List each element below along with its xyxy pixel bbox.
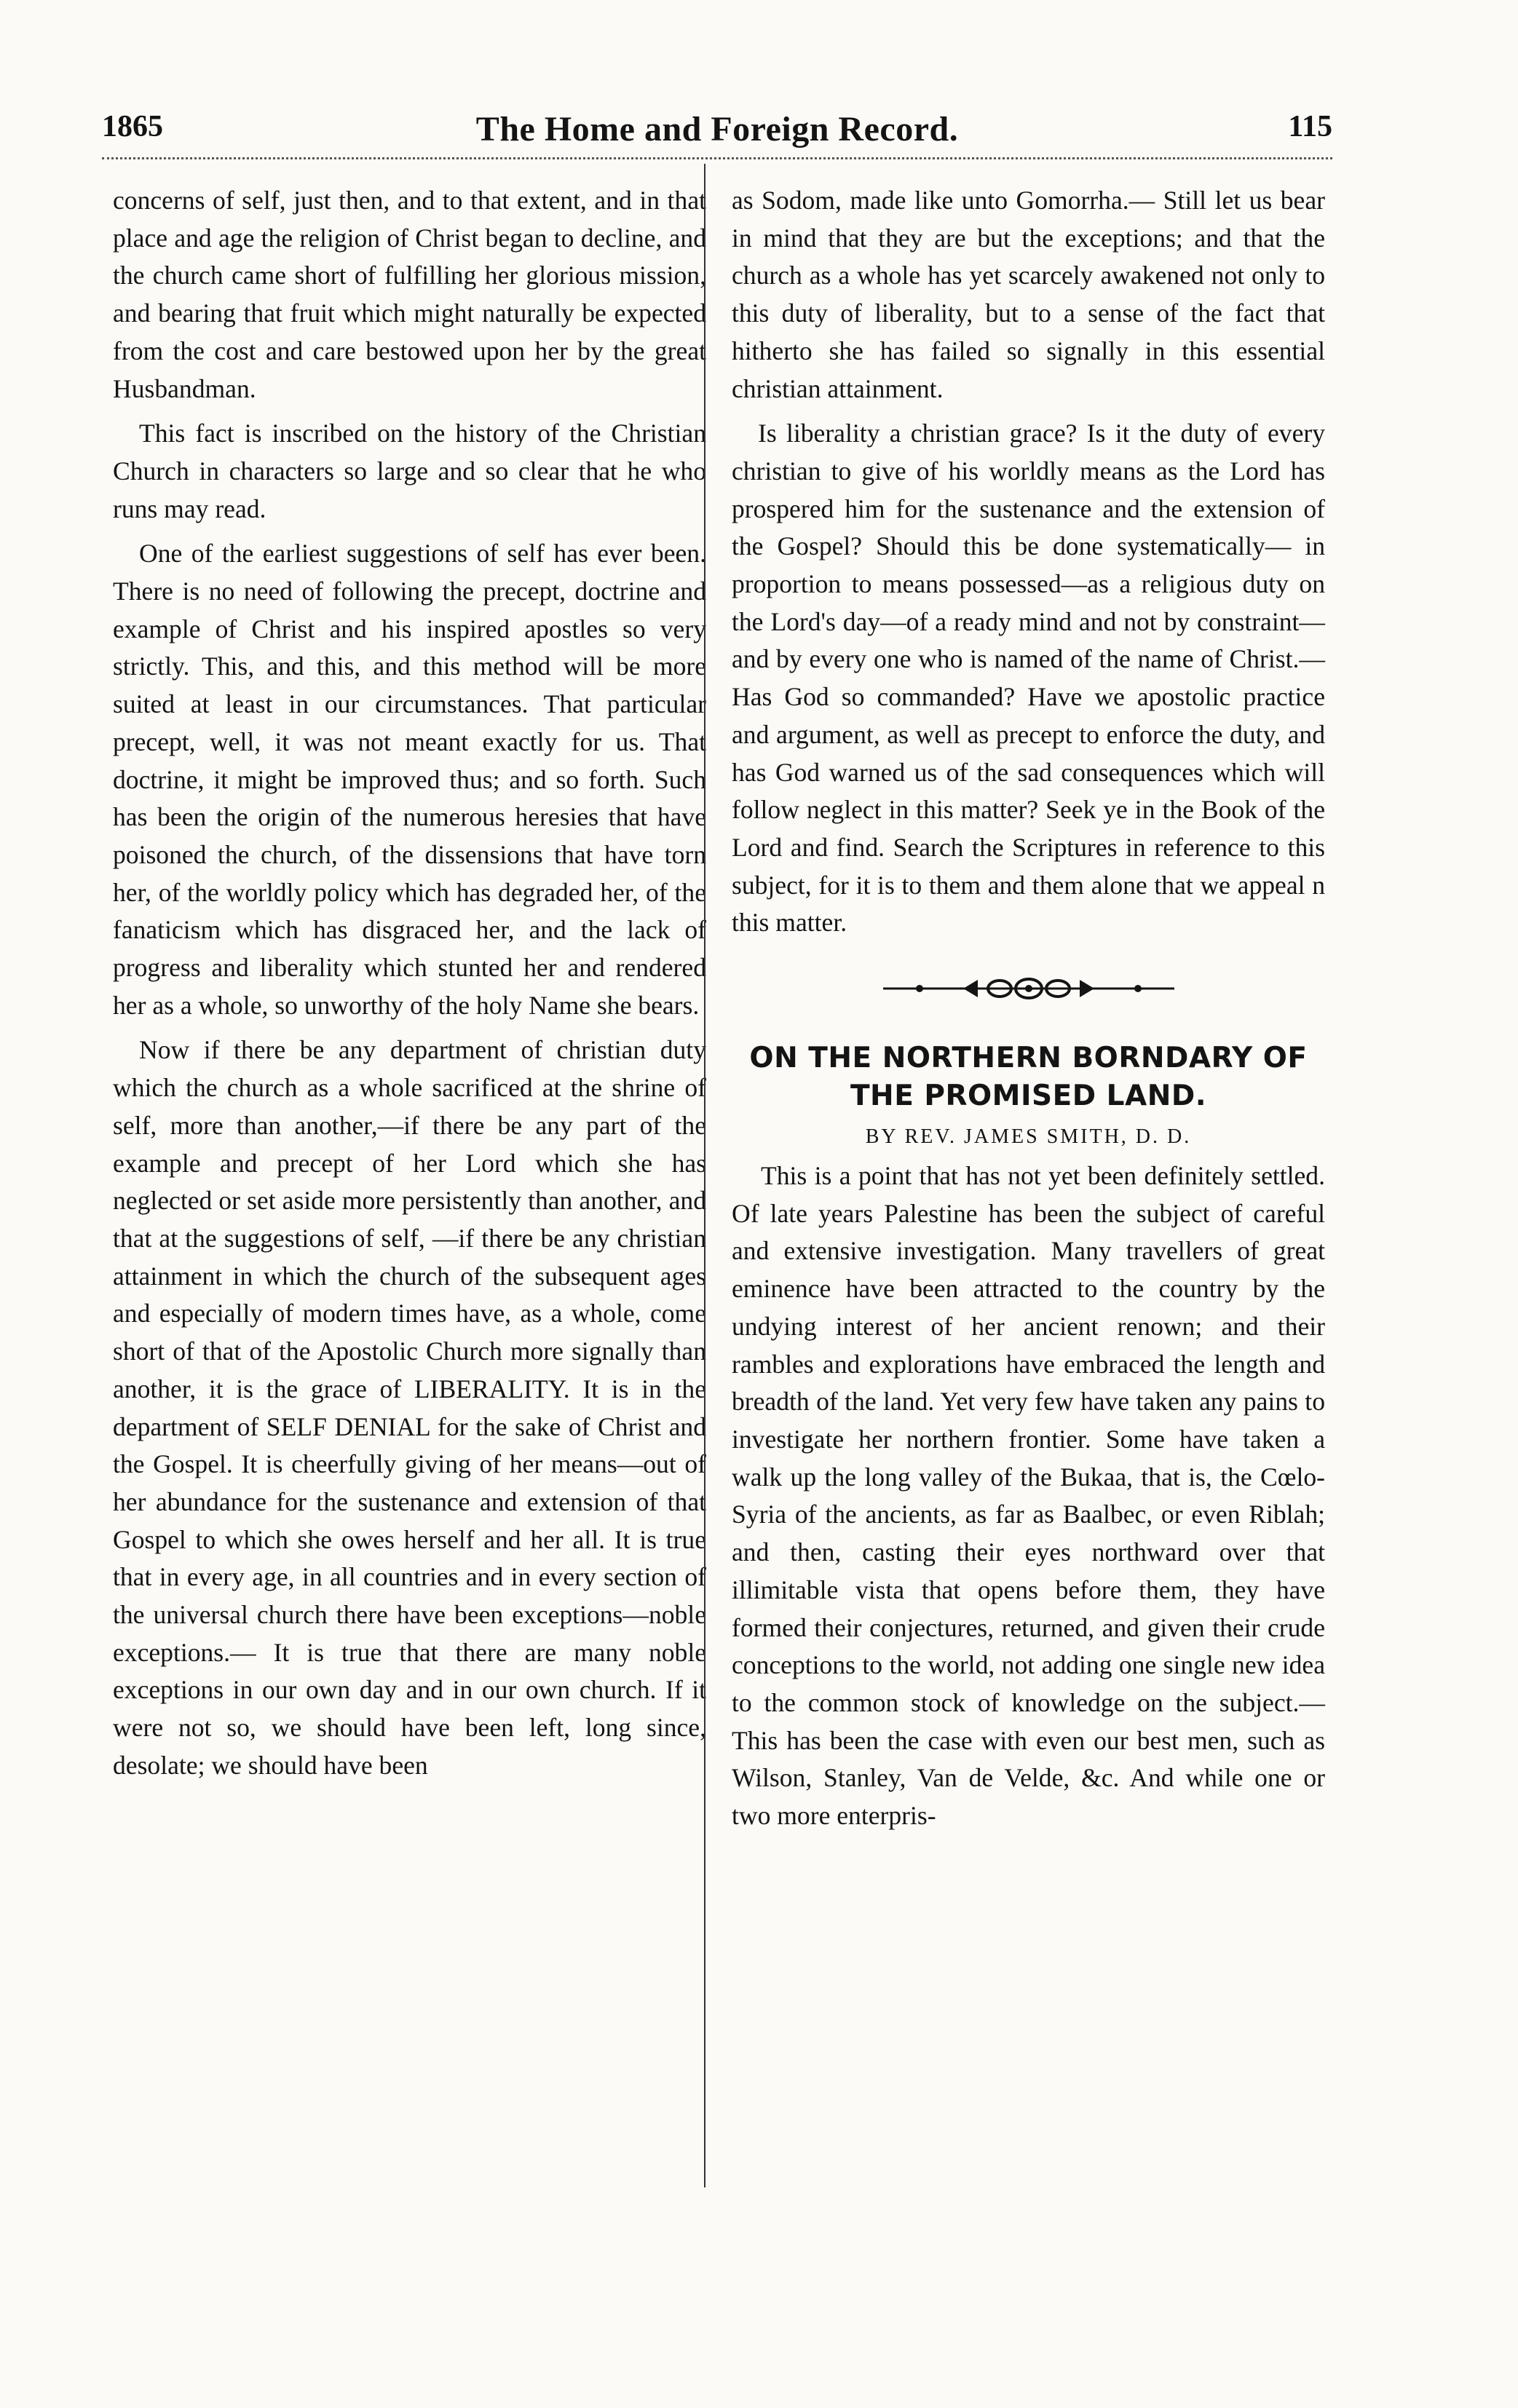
header-year: 1865 xyxy=(102,110,163,143)
page-number: 115 xyxy=(1288,110,1332,143)
paragraph: Now if there be any department of christian duty which the church as a whole sacrificed at the shrine of self, more than another,—if there be any part of the example and precept of her Lord which she has neglected or set aside more persistently than another, and that at the suggestions of self, —if there be any christian attainment in which the church of the subsequent ages and especially of modern times have, as a whole, come short of that of the Apostolic Church more signally than another, it is the grace of LIBERALITY. It is in the department of SELF DENIAL for the sake of Christ and the Gospel. It is cheerfully giving of her means—out of her abundance for the sustenance and extension of that Gospel to which she owes herself and her all. It is true that in every age, in all countries and in every section of the universal church there have been exceptions—noble exceptions.— It is true that there are many noble exceptions in our own day and in our own church. If it were not so, we should have been left, long since, desolate; we should have been xyxy=(113,1035,706,1780)
publication-title: The Home and Foreign Record. xyxy=(475,110,959,148)
paragraph: One of the earliest suggestions of self has ever been. There is no need of following the precept, doctrine and example of Christ and his inspired apostles so very strictly. This, and this, and this method will be more suited at least in our circumstances. That particular precept, well, it was not meant exactly for us. That doctrine, it might be improved thus; and so forth. Such has been the origin of the numerous heresies that have poisoned the church, of the dissensions that have torn her, of the worldly policy which has degraded her, of the fanaticism which has disgraced her, and the lack of progress and liberality which stunted her and rendered her as a whole, so unworthy of the holy Name she bears. xyxy=(113,539,706,1020)
paragraph: This fact is inscribed on the history of the Christian Church in characters so large and so clear that he who runs may read. xyxy=(113,419,706,523)
header-rule xyxy=(102,157,1332,159)
right-column xyxy=(732,182,1325,1835)
ornament-icon xyxy=(876,973,1182,1005)
article-title: ON THE NORTHERN BORNDARY OF THE PROMISED LAND. xyxy=(749,1042,1308,1113)
left-column xyxy=(113,182,706,1785)
paragraph: concerns of self, just then, and to that extent, and in that place and age the religion of Christ began to decline, and the church came short of fulfilling her glorious mission, and bearing that fruit which might naturally be expected from the cost and care bestowed upon her by the great Husbandman. xyxy=(113,186,706,403)
paragraph: as Sodom, made like unto Gomorrha.— Still let us bear in mind that they are but the exceptions; and that the church as a whole has yet scarcely awakened not only to this duty of liberality, but to a sense of the fact that hitherto she has failed so signally in this essential christian attainment. xyxy=(732,186,1325,403)
article-byline: BY REV. JAMES SMITH, D. D. xyxy=(865,1125,1192,1149)
paragraph: Is liberality a christian grace? Is it the duty of every christian to give of his worldly means as the Lord has prospered him for the sustenance and the extension of the Gospel? Should this be done systematically— in proportion to means possessed—as a religious duty on the Lord's day—of a ready mind and not by constraint—and by every one who is named of the name of Christ.— Has God so commanded? Have we apostolic practice and argument, as well as precept to enforce the duty, and has God warned us of the sad consequences which will follow neglect in this matter? Seek ye in the Book of the Lord and find. Search the Scriptures in reference to this subject, for it is to them and them alone that we appeal n this matter. xyxy=(732,419,1325,938)
paragraph: This is a point that has not yet been definitely settled. Of late years Palestine has been the subject of careful and extensive investigation. Many travellers of great eminence have been attracted to the country by the undying interest of her ancient renown; and their rambles and explorations have embraced the length and breadth of the land. Yet very few have taken any pains to investigate her northern frontier. Some have taken a walk up the long valley of the Bukaa, that is, the Cœlo-Syria of the ancients, as far as Baalbec, or even Riblah; and then, casting their eyes northward over that illimitable vista that opens before them, they have formed their conjectures, returned, and given their crude conceptions to the world, not adding one single new idea to the common stock of knowledge on the subject.— This has been the case with even our best men, such as Wilson, Stanley, Van de Velde, &c. And while one or two more enterpris- xyxy=(732,1161,1325,1831)
section-ornament xyxy=(732,959,1325,1018)
column-divider xyxy=(704,164,705,2187)
